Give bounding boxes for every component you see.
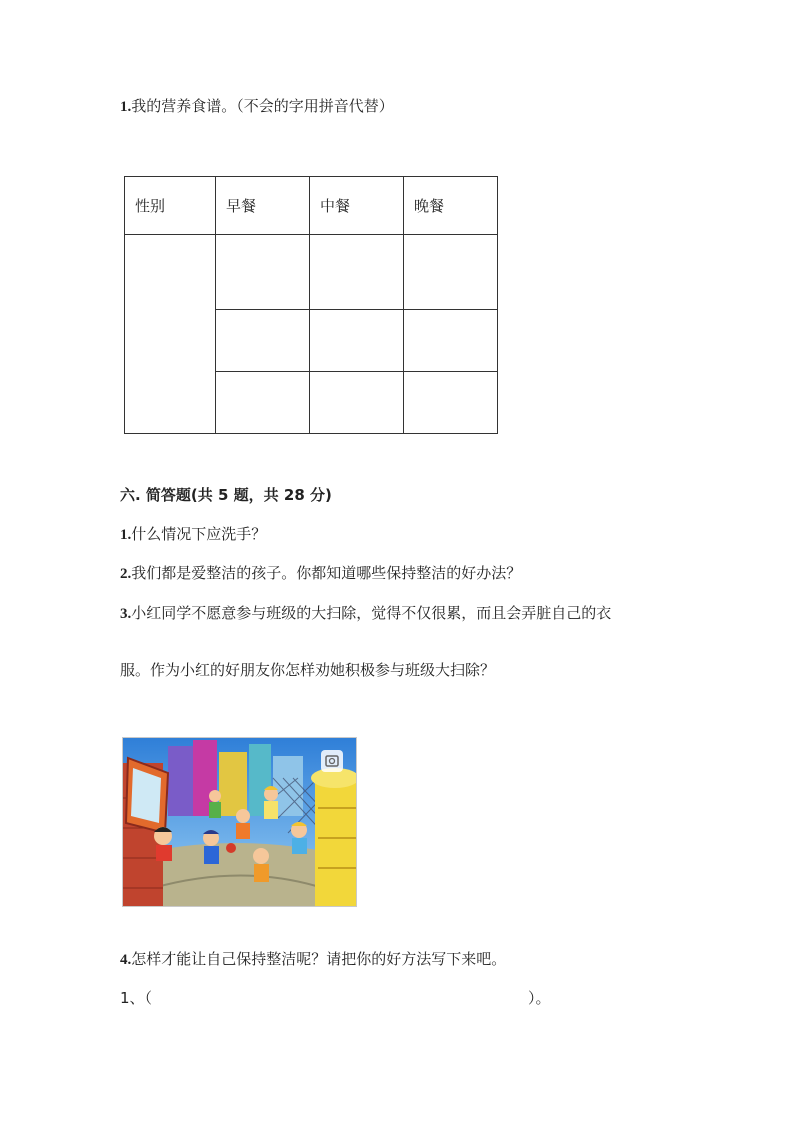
answer-suffix: ）。	[528, 989, 551, 1007]
question-2	[120, 563, 521, 584]
answer-blank[interactable]	[160, 986, 525, 1008]
question-q1	[120, 96, 394, 117]
header-dinner: 晚餐	[404, 177, 498, 235]
section-title: 六. 简答题(共 5 题，共 28 分)	[120, 486, 332, 504]
lunch-cell[interactable]	[310, 372, 404, 434]
recipe-table	[124, 176, 498, 434]
lunch-cell[interactable]	[310, 310, 404, 372]
question-number: 1.	[120, 99, 132, 115]
question-number: 1.	[120, 527, 132, 543]
camera-icon	[321, 750, 343, 772]
answer-prefix: 1、（	[120, 989, 153, 1007]
breakfast-cell[interactable]	[216, 310, 310, 372]
question-text: 我们都是爱整洁的孩子。你都知道哪些保持整洁的好办法？	[131, 564, 522, 582]
header-lunch: 中餐	[310, 177, 404, 235]
question-3	[120, 603, 611, 624]
question-text: 怎样才能让自己保持整洁呢？请把你的好方法写下来吧。	[131, 950, 507, 968]
playground-scene	[123, 738, 356, 906]
gender-cell[interactable]	[125, 235, 216, 434]
question-1	[120, 524, 266, 545]
lunch-cell[interactable]	[310, 235, 404, 310]
breakfast-cell[interactable]	[216, 372, 310, 434]
question-number: 4.	[120, 952, 132, 968]
question-text: 我的营养食谱。（不会的字用拼音代替）	[131, 97, 394, 115]
question-3-continued: 服。作为小红的好朋友你怎样劝她积极参与班级大扫除？	[120, 661, 496, 679]
question-number: 3.	[120, 606, 132, 622]
question-4	[120, 949, 506, 970]
header-gender: 性别	[125, 177, 216, 235]
cartoon-illustration	[122, 737, 357, 907]
header-breakfast: 早餐	[216, 177, 310, 235]
dinner-cell[interactable]	[404, 310, 498, 372]
dinner-cell[interactable]	[404, 372, 498, 434]
breakfast-cell[interactable]	[216, 235, 310, 310]
question-number: 2.	[120, 566, 132, 582]
question-text: 小红同学不愿意参与班级的大扫除，觉得不仅很累，而且会弄脏自己的衣	[131, 604, 612, 622]
question-text: 什么情况下应洗手？	[131, 525, 267, 543]
dinner-cell[interactable]	[404, 235, 498, 310]
